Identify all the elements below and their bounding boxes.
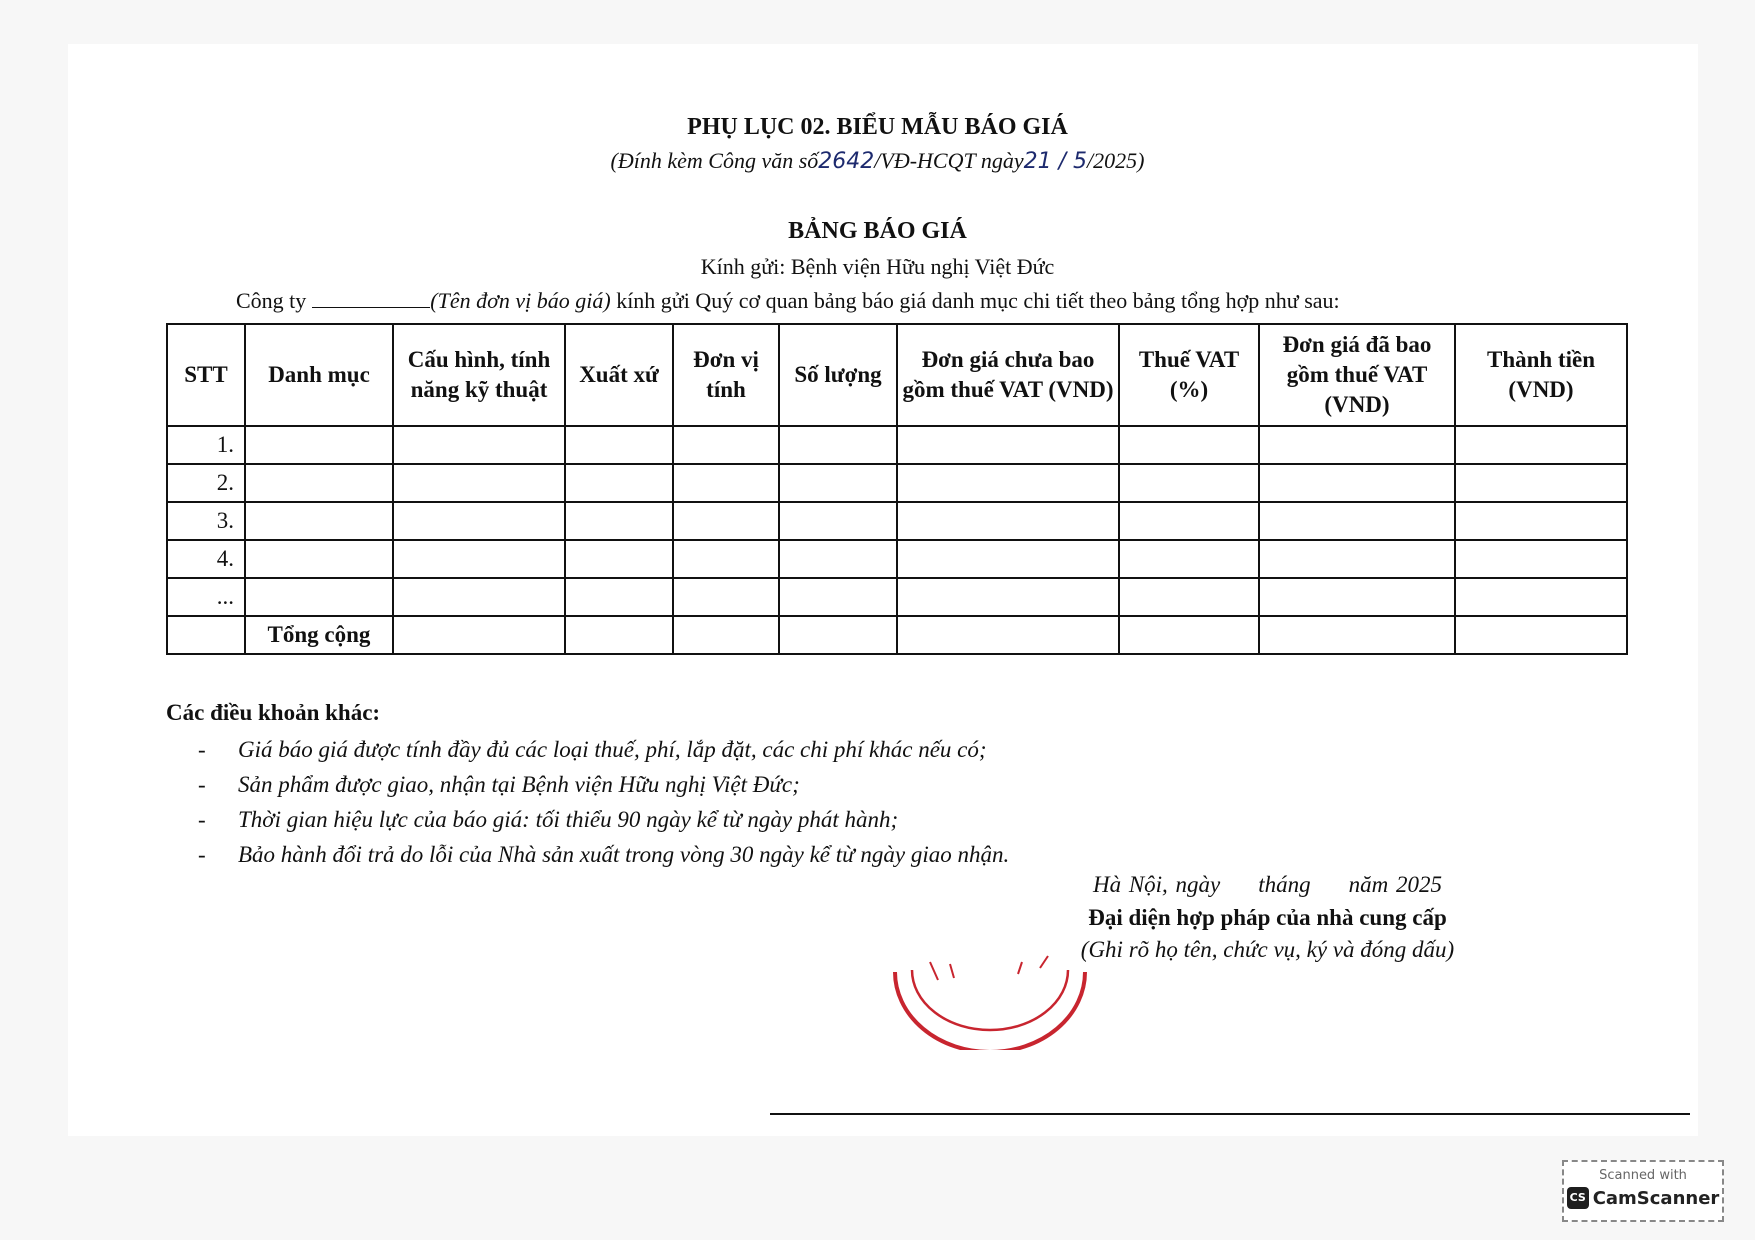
quote-recipient: Kính gửi: Bệnh viện Hữu nghị Việt Đức (700, 254, 1055, 279)
header-stt: STT (167, 324, 245, 426)
quote-intro (236, 288, 1340, 314)
header-vat: Thuế VAT (%) (1119, 324, 1259, 426)
header-price-incl-vat: Đơn giá đã bao gồm thuế VAT (VND) (1259, 324, 1455, 426)
row-number: 1. (167, 426, 245, 464)
list-item: - Bảo hành đổi trả do lỗi của Nhà sản xuất trong vòng 30 ngày kể từ ngày giao nhận. (198, 837, 1009, 872)
subtitle-middle: /VĐ-HCQT ngày (874, 148, 1024, 173)
bullet-dash: - (198, 807, 206, 832)
bullet-dash: - (198, 842, 206, 867)
intro-company: Công ty (236, 288, 307, 313)
intro-rest: kính gửi Quý cơ quan bảng báo giá danh mục chi tiết theo bảng tổng hợp như sau: (616, 288, 1340, 313)
terms-heading: Các điều khoản khác: (166, 700, 381, 725)
header-unit: Đơn vị tính (673, 324, 779, 426)
row-number: 2. (167, 464, 245, 502)
table-row (167, 578, 1627, 616)
handwritten-day: 21 (1023, 149, 1052, 174)
company-name-blank (312, 289, 430, 308)
table-row (167, 502, 1627, 540)
appendix-subtitle: (Đính kèm Công văn số2642/VĐ-HCQT ngày21 / 5/2025) (610, 148, 1145, 174)
table-row (167, 540, 1627, 578)
signature-note: (Ghi rõ họ tên, chức vụ, ký và đóng dấu) (1080, 937, 1455, 962)
quote-table (166, 323, 1628, 655)
subtitle-prefix: (Đính kèm Công văn số (610, 148, 819, 173)
camscanner-badge (1562, 1160, 1724, 1222)
table-total-row (167, 616, 1627, 654)
header-origin: Xuất xứ (565, 324, 673, 426)
red-stamp-icon (890, 950, 1090, 1050)
quote-title: BẢNG BÁO GIÁ (788, 218, 967, 244)
table-row (167, 464, 1627, 502)
list-item: - Thời gian hiệu lực của báo giá: tối thiểu 90 ngày kể từ ngày phát hành; (198, 802, 1009, 837)
bullet-dash: - (198, 772, 206, 797)
list-item: - Giá báo giá được tính đầy đủ các loại thuế, phí, lắp đặt, các chi phí khác nếu có; (198, 732, 1009, 767)
terms-list (198, 732, 1009, 872)
row-number: 4. (167, 540, 245, 578)
scanned-with-label: Scanned with (1599, 1168, 1687, 1183)
appendix-title: PHỤ LỤC 02. BIỂU MẪU BÁO GIÁ (687, 114, 1068, 140)
header-specs: Cấu hình, tính năng kỹ thuật (393, 324, 565, 426)
header-amount: Thành tiền (VND) (1455, 324, 1627, 426)
subtitle-suffix: /2025) (1087, 148, 1145, 173)
camscanner-logo-icon: CS (1567, 1187, 1589, 1209)
total-label: Tổng cộng (245, 616, 393, 654)
signature-date: Hà Nội, ngày tháng năm 2025 (1092, 872, 1443, 897)
handwritten-month: 5 (1073, 149, 1088, 174)
camscanner-brand: CS CamScanner (1564, 1187, 1722, 1209)
signature-role: Đại diện hợp pháp của nhà cung cấp (1088, 905, 1447, 930)
header-price-excl-vat: Đơn giá chưa bao gồm thuế VAT (VND) (897, 324, 1119, 426)
bullet-dash: - (198, 737, 206, 762)
header-category: Danh mục (245, 324, 393, 426)
header-quantity: Số lượng (779, 324, 897, 426)
handwritten-doc-number: 2642 (818, 149, 875, 174)
table-row (167, 426, 1627, 464)
list-item: - Sản phẩm được giao, nhận tại Bệnh viện Hữu nghị Việt Đức; (198, 767, 1009, 802)
intro-placeholder: (Tên đơn vị báo giá) (430, 288, 611, 313)
table-header-row (167, 324, 1627, 426)
page-bottom-rule (770, 1113, 1690, 1115)
row-number: 3. (167, 502, 245, 540)
row-number: ... (167, 578, 245, 616)
